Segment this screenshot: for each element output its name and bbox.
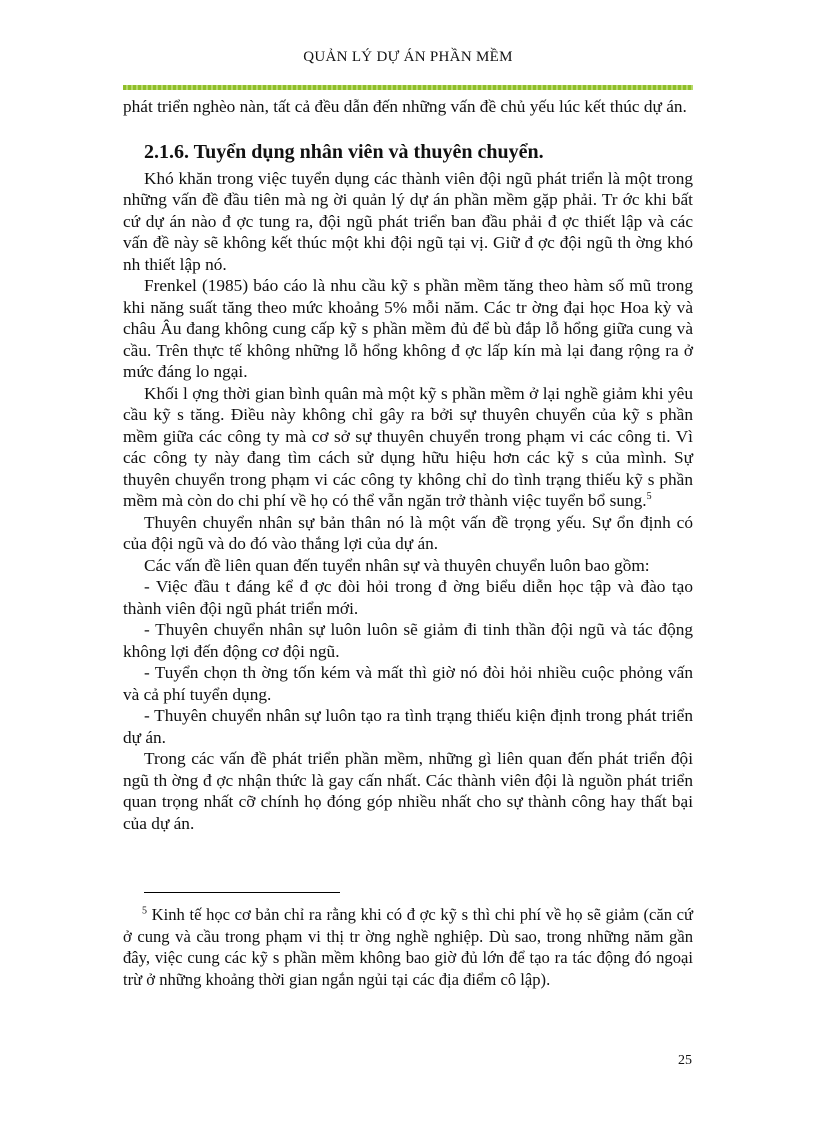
bullet-item-1: - Việc đầu t đáng kể đ ợc đòi hỏi trong đ ờng biểu diễn học tập và đào tạo thành viên đội ngũ phát triển mới. xyxy=(123,577,693,618)
bullet-item-3: - Tuyển chọn th ờng tốn kém và mất thì giờ nó đòi hỏi nhiều cuộc phỏng vấn và cả phí tuyển dụng. xyxy=(123,663,693,704)
paragraph-continued: phát triển nghèo nàn, tất cả đều dẫn đến những vấn đề chủ yếu lúc kết thúc dự án. xyxy=(123,97,687,116)
page-number: 25 xyxy=(678,1053,692,1068)
paragraph-1: Khó khăn trong việc tuyển dụng các thành viên đội ngũ phát triển là một trong những vấn đề đầu tiên mà ng ời quản lý dự án phần mềm gặp phải. Tr ớc khi bất cứ dự án nào đ ợc tung ra, đội ngũ phát triển ban đầu phải đ ợc thiết lập và các vấn đề này sẽ không kết thúc một khi đội ngũ tại vị. Giữ đ ợc đội ngũ th ờng khó nh thiết lập nó. xyxy=(123,168,693,274)
footnote-text: Kinh tế học cơ bản chỉ ra rằng khi có đ ợc kỹ s thì chi phí về họ sẽ giảm (căn cứ ở cung và cầu trong phạm vi thị tr ờng nghề nghiệp. Dù sao, trong những năm gần đây, việc cung các kỹ s phần mềm không bao giờ đủ lớn để tạo ra tác động đó ngoại trừ ở những khoảng thời gian ngắn ngủi tại các địa điểm cô lập). xyxy=(123,905,693,989)
paragraph-4: Thuyên chuyển nhân sự bản thân nó là một vấn đề trọng yếu. Sự ổn định có của đội ngũ và do đó vào thắng lợi của dự án. xyxy=(123,512,693,553)
paragraph-6: Trong các vấn đề phát triển phần mềm, những gì liên quan đến phát triển đội ngũ th ờng đ ợc nhận thức là gay cấn nhất. Các thành viên đội là nguồn phát triển quan trọng nhất cỡ chính họ đóng góp nhiều nhất cho sự thành công hay thất bại của dự án. xyxy=(123,749,693,833)
body-text xyxy=(123,96,693,834)
paragraph-2: Frenkel (1985) báo cáo là nhu cầu kỹ s phần mềm tăng theo hàm số mũ trong khi năng suất tăng theo mức khoảng 5% mỗi năm. Các tr ờng đại học Hoa kỳ và châu Âu đang không cung cấp kỹ s phần mềm đủ để bù đắp lỗ hổng giữa cung và cầu. Trên thực tế không những lỗ hổng không đ ợc lấp kín mà lại đang rộng ra ở mức đáng lo ngại. xyxy=(123,276,693,381)
header-rule xyxy=(123,85,693,90)
bullet-item-4: - Thuyên chuyển nhân sự luôn tạo ra tình trạng thiếu kiện định trong phát triển dự án. xyxy=(123,706,693,747)
bullet-item-2: - Thuyên chuyển nhân sự luôn luôn sẽ giảm đi tinh thần đội ngũ và tác động không lợi đến động cơ đội ngũ. xyxy=(123,620,693,661)
footnote-marker: 5 xyxy=(142,905,147,917)
paragraph-3 xyxy=(123,383,693,512)
footnote-reference[interactable]: 5 xyxy=(646,491,652,503)
paragraph-3-text: Khối l ợng thời gian bình quân mà một kỹ s phần mềm ở lại nghề giảm khi yêu cầu kỹ s tăng. Điều này không chỉ gây ra bởi sự thuyên chuyển của kỹ s phần mềm giữa các công ty mà cơ sở sự thuyên chuyển trong phạm vi các công ti. Vì các công ty này đang tìm cách sử dụng hữu hiệu hơn các kỹ s của mình. Sự thuyên chuyển trong phạm vi các công ty không chỉ do tình trạng thiếu kỹ s phần mềm mà còn do chi phí về họ có thể vẫn ngăn trở thành việc tuyển bổ sung. xyxy=(123,383,693,510)
footnote-separator xyxy=(144,892,340,893)
paragraph-5: Các vấn đề liên quan đến tuyển nhân sự và thuyên chuyển luôn bao gồm: xyxy=(144,555,650,575)
section-heading: 2.1.6. Tuyển dụng nhân viên và thuyên chuyển. xyxy=(144,140,544,163)
running-header-title: QUẢN LÝ DỰ ÁN PHẦN MỀM xyxy=(303,49,513,65)
footnote xyxy=(123,904,693,990)
